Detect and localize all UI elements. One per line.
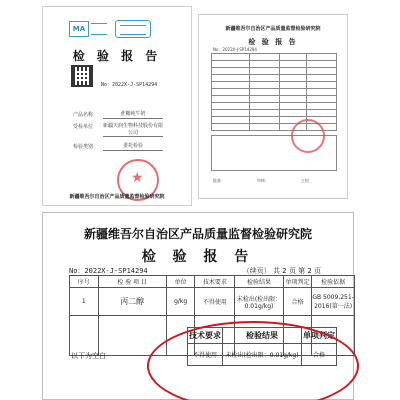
cover-field-value: 新疆天润生物科技股份有限公司 — [103, 123, 164, 136]
zoom-header-cell: 技术要求 — [188, 328, 223, 344]
results-report-number: No：2022X-J-SP14294 — [69, 267, 148, 275]
cover-title: 检 验 报 告 — [72, 49, 162, 63]
header-cell: 单项判定 — [283, 276, 312, 288]
cover-institute-name: 新疆维吾尔自治区产品质量监督检验研究院 — [69, 194, 165, 200]
cover-field-inspected-unit — [73, 123, 164, 136]
summary-institute-name: 新疆维吾尔自治区产品质量监督检验研究院 — [225, 26, 321, 32]
official-red-seal — [291, 119, 325, 153]
cover-field-label: 检验类别 — [73, 144, 94, 150]
zoom-data-row — [188, 344, 337, 366]
table-cell: 合格 — [283, 288, 312, 316]
table-row — [70, 288, 355, 316]
table-cell: 丙二醇 — [98, 288, 166, 316]
table-cell: 未检出(检出限：0.01g/kg) — [235, 288, 283, 316]
ilac-cnas-logo — [115, 20, 151, 38]
cover-report-number: No：2022X-J-SP14294 — [101, 82, 158, 88]
header-cell: 序号 — [70, 276, 99, 288]
table-cell: 1 — [70, 288, 99, 316]
cover-field-value: 委托检验 — [103, 143, 163, 151]
header-cell: 检 验 项 目 — [98, 276, 166, 288]
results-page-info: （续页） 共 2 页 第 2 页 — [242, 267, 321, 275]
summary-report-number: No：2022X-J-SP14294 — [213, 47, 257, 52]
zoom-cell: 合格 — [301, 344, 336, 366]
signature-approve: 批准： — [213, 178, 225, 183]
summary-info-grid — [211, 53, 337, 131]
zoom-header-row — [188, 328, 337, 344]
cover-field-category — [73, 143, 143, 150]
table-cell: g/kg — [166, 288, 195, 316]
results-institute-name: 新疆维吾尔自治区产品质量监督检验研究院 — [83, 227, 312, 241]
report-summary-page — [198, 14, 348, 199]
header-cell: 技术要求 — [195, 276, 235, 288]
zoom-header-cell: 检验结果 — [223, 328, 302, 344]
cover-field-label: 受检单位 — [73, 124, 94, 130]
header-cell: 检验依据 — [312, 276, 355, 288]
report-results-page — [42, 212, 354, 400]
results-table-header — [70, 276, 355, 288]
cma-certification-mark: MA — [69, 21, 89, 37]
signature-inspector: 主检： — [301, 178, 313, 183]
header-cell: 单位 — [166, 276, 195, 288]
zoom-header-cell: 单项判定 — [301, 328, 336, 344]
zoom-cell: 不得使用 — [188, 344, 223, 366]
zoomed-result-table — [187, 327, 337, 366]
signature-review: 审核： — [257, 178, 269, 183]
cover-field-label: 产品名称 — [73, 112, 94, 118]
cma-mark-detail — [91, 23, 107, 35]
report-cover-page — [42, 6, 192, 206]
summary-title: 检 验 报 告 — [248, 37, 298, 46]
table-cell: GB 5009.251-2016(第一法) — [312, 288, 355, 316]
table-cell: 不得使用 — [195, 288, 235, 316]
blank-below-note: 以下为空白 — [71, 352, 106, 360]
header-cell: 检验结果 — [235, 276, 283, 288]
qr-code — [71, 65, 93, 87]
zoom-cell: 未检出(检出限：0.01g/kg) — [223, 344, 302, 366]
cover-field-product — [73, 111, 146, 118]
cover-field-value: 蔗糖纯牛奶 — [103, 111, 163, 119]
results-title: 检 验 报 告 — [141, 249, 255, 265]
